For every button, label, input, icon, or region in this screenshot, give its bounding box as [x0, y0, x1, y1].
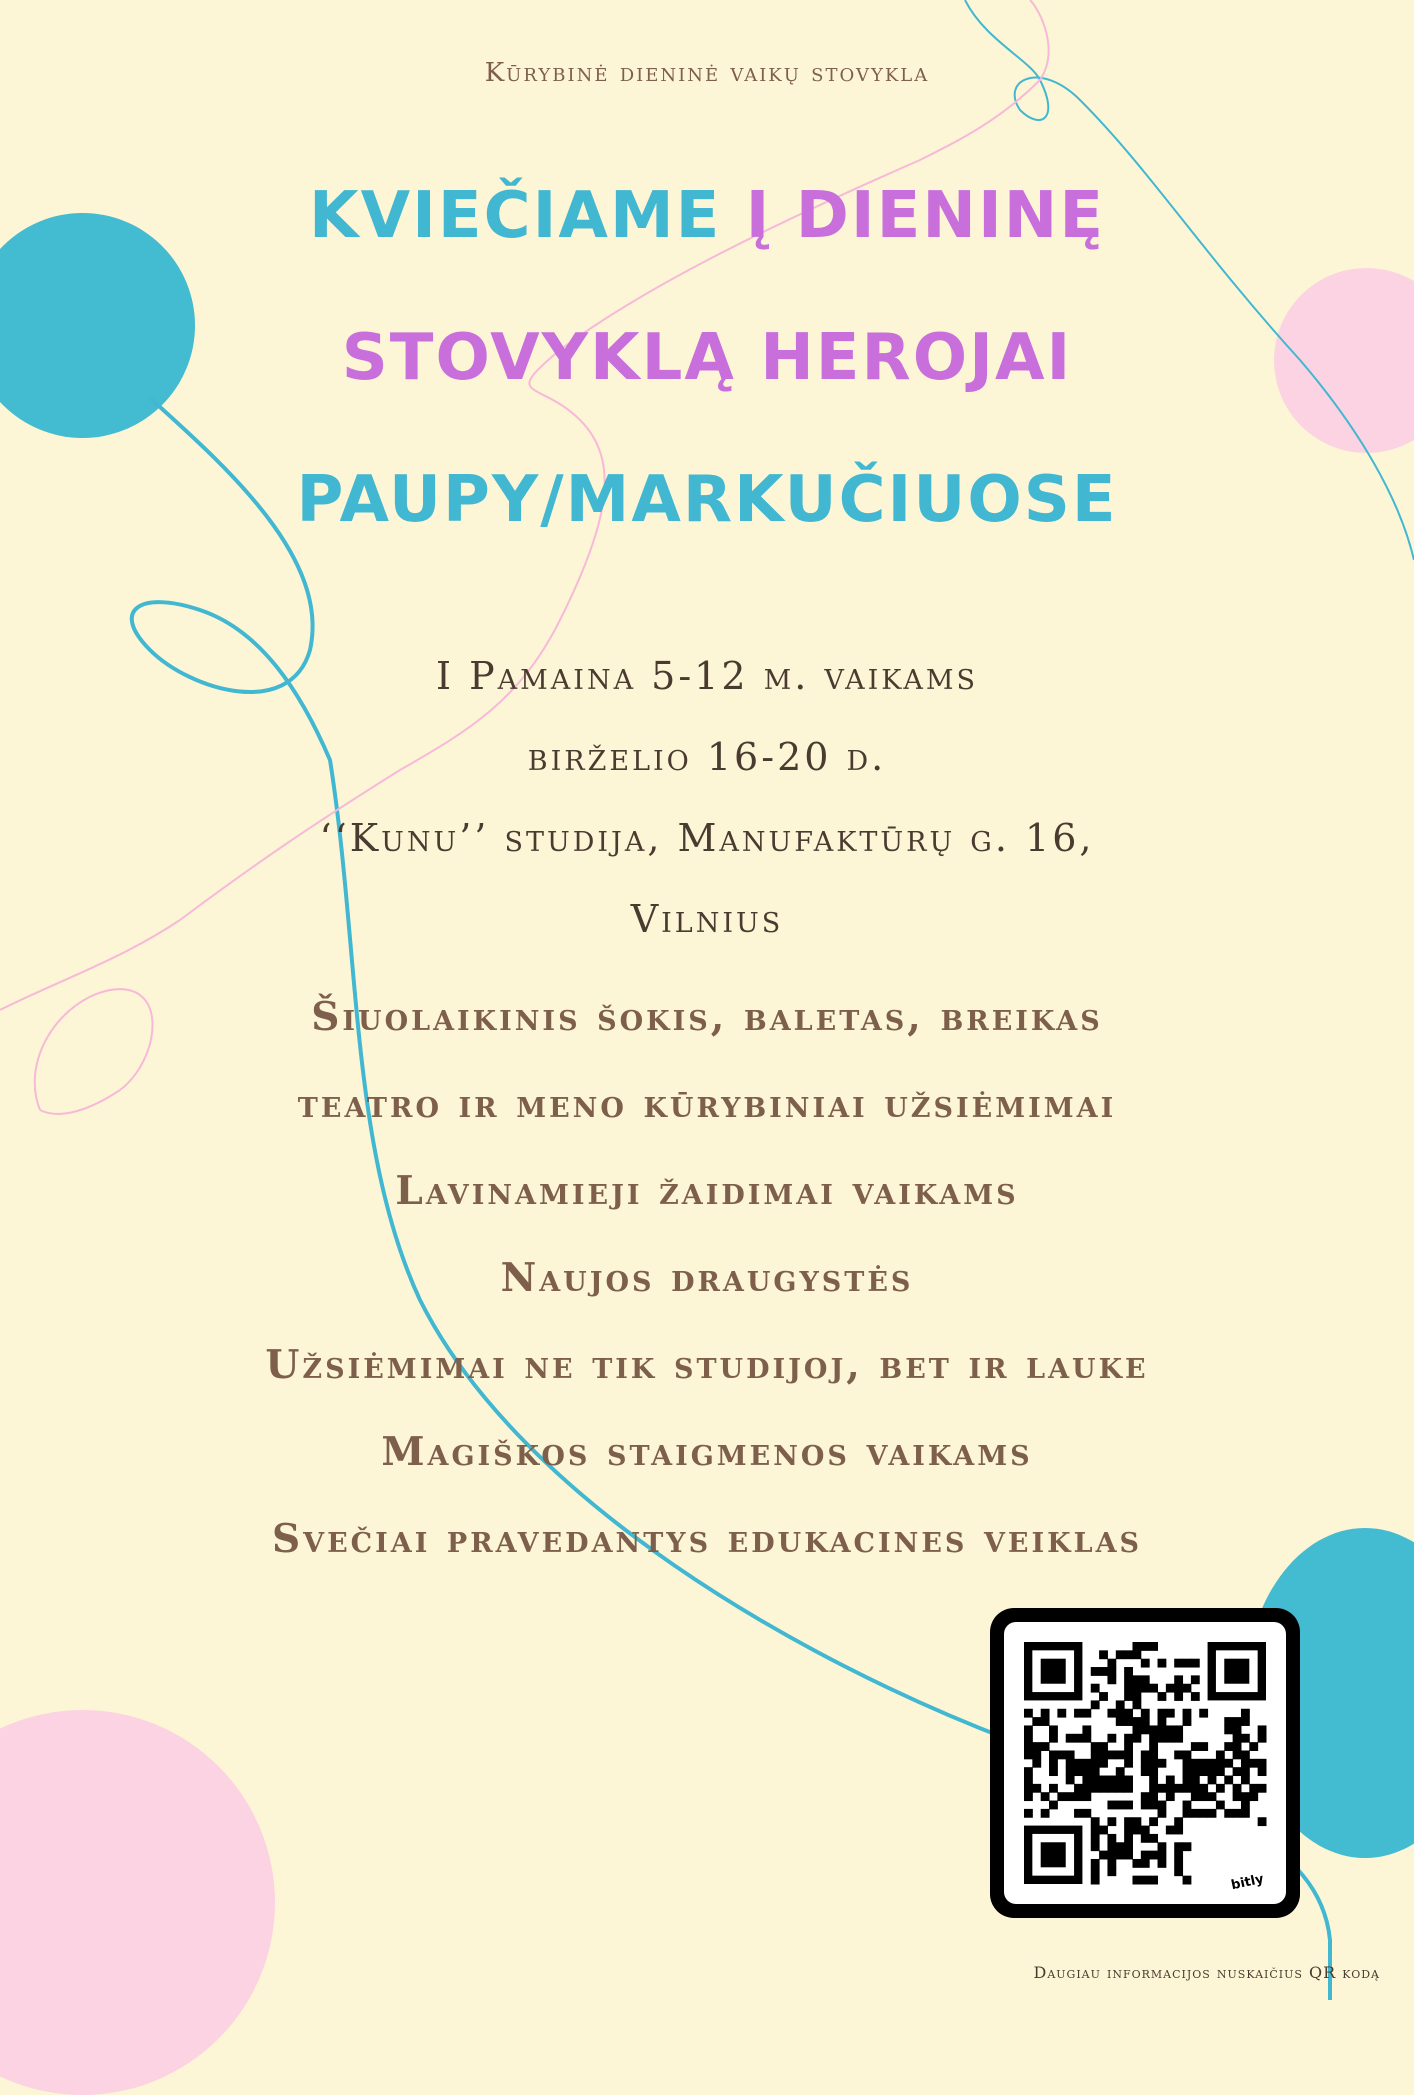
info-address: ‘‘Kunu’’ studija, Manufaktūrų g. 16,: [319, 816, 1095, 860]
feature-item: Užsiėmimai ne tik studijoj, bet ir lauke: [265, 1342, 1149, 1388]
qr-code-frame[interactable]: [990, 1608, 1300, 1918]
info-shift: I Pamaina 5-12 m. vaikams: [436, 654, 978, 698]
headline: [0, 145, 1414, 571]
headline-part-purple: Į DIENINĘ: [745, 179, 1106, 253]
headline-line-2: STOVYKLĄ HEROJAI: [341, 321, 1073, 395]
headline-line-1: [0, 145, 1414, 287]
qr-code-pattern: [1004, 1622, 1286, 1904]
footer-note: Daugiau informacijos nuskaičius QR kodą: [1033, 1963, 1380, 1982]
features-list: [0, 974, 1414, 1583]
tagline: Kūrybinė dieninė vaikų stovykla: [484, 58, 930, 88]
feature-item: Lavinamieji žaidimai vaikams: [395, 1168, 1019, 1214]
info-dates: birželio 16-20 d.: [527, 735, 887, 779]
feature-item: Magiškos staigmenos vaikams: [381, 1429, 1033, 1475]
headline-line-3: PAUPY/MARKUČIUOSE: [296, 463, 1118, 537]
info-city: Vilnius: [630, 897, 784, 941]
feature-item: Naujos draugystės: [500, 1255, 914, 1301]
feature-item: Svečiai pravedantys edukacines veiklas: [271, 1516, 1143, 1562]
feature-item: teatro ir meno kūrybiniai užsiėmimai: [297, 1081, 1117, 1127]
event-info: [0, 636, 1414, 960]
qr-code-icon[interactable]: [1004, 1622, 1286, 1904]
qr-brand-label: bitly: [1229, 1871, 1266, 1894]
feature-item: Šiuolaikinis šokis, baletas, breikas: [311, 994, 1103, 1040]
headline-part-blue: KVIEČIAME: [308, 179, 722, 253]
